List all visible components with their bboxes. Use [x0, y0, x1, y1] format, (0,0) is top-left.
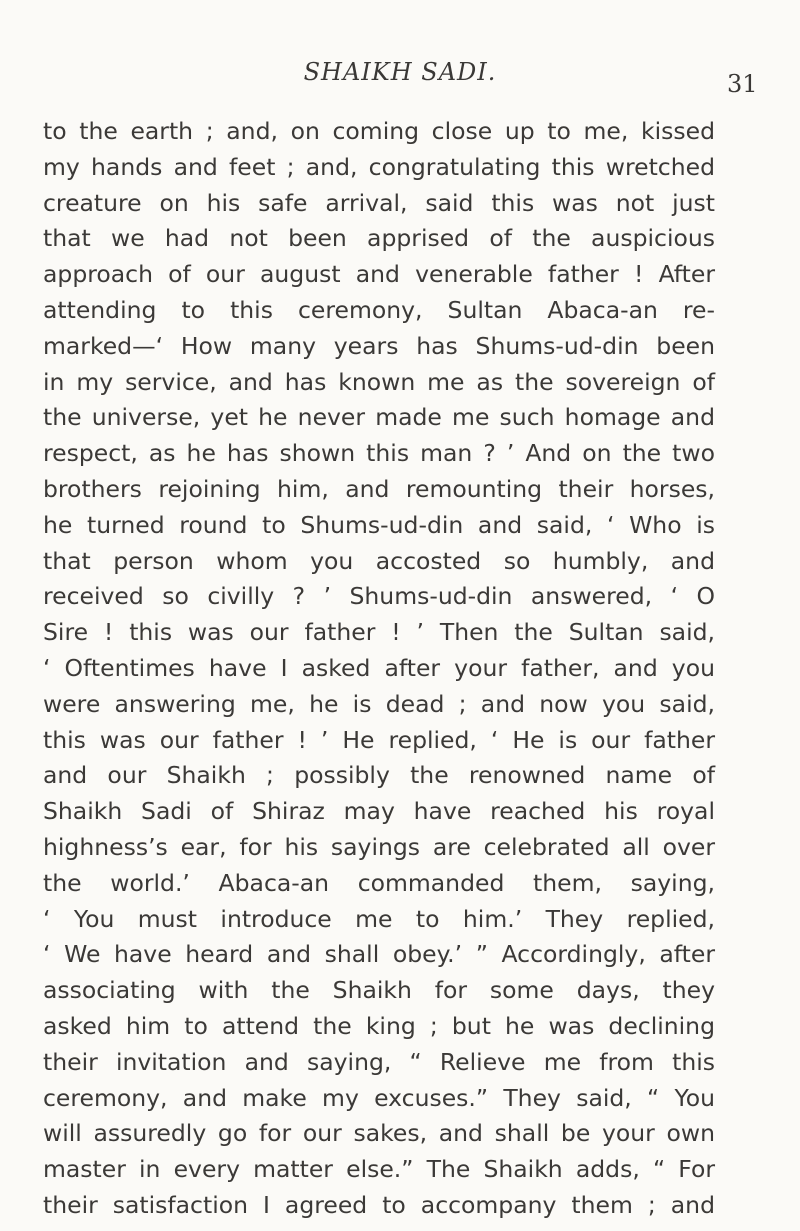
text-line: their invitation and saying, “ Relieve me from this: [43, 1047, 715, 1076]
text-line: asked him to attend the king ; but he was declining: [43, 1011, 715, 1040]
body-paragraph: [43, 114, 715, 1224]
text-line: will assuredly go for our sakes, and shall be your own: [43, 1119, 715, 1148]
text-line: Shaikh Sadi of Shiraz may have reached his royal: [43, 797, 715, 826]
text-line: ‘ Oftentimes have I asked after your father, and you: [43, 653, 715, 682]
text-line: and our Shaikh ; possibly the renowned name of: [43, 761, 715, 790]
text-line: ‘ We have heard and shall obey.’ ” Accordingly, after: [43, 940, 715, 969]
text-line: respect, as he has shown this man ? ’ And on the two: [43, 439, 715, 468]
text-line: received so civilly ? ’ Shums-ud-din answered, ‘ O: [43, 582, 715, 611]
text-line: approach of our august and venerable father ! After: [43, 260, 715, 289]
text-line: this was our father ! ’ He replied, ‘ He is our father: [43, 725, 715, 754]
text-line: attending to this ceremony, Sultan Abaca-an re-: [43, 295, 715, 324]
text-line: that person whom you accosted so humbly, and: [43, 546, 715, 575]
text-line: ‘ You must introduce me to him.’ They replied,: [43, 904, 715, 933]
text-line: to the earth ; and, on coming close up to me, kissed: [43, 117, 715, 145]
page-number: 31: [727, 70, 758, 98]
text-line: associating with the Shaikh for some days, they: [43, 976, 715, 1005]
text-line: creature on his safe arrival, said this was not just: [43, 188, 715, 217]
text-line: their satisfaction I agreed to accompany them ; and: [43, 1190, 715, 1219]
text-line: the universe, yet he never made me such homage and: [43, 403, 715, 432]
text-line: Sire ! this was our father ! ’ Then the Sultan said,: [43, 618, 715, 647]
text-line: ceremony, and make my excuses.” They said, “ You: [43, 1083, 715, 1112]
text-line: in my service, and has known me as the sovereign of: [43, 367, 715, 396]
text-line: highness’s ear, for his sayings are celebrated all over: [43, 832, 715, 861]
text-line: brothers rejoining him, and remounting their horses,: [43, 474, 715, 503]
text-line: were answering me, he is dead ; and now you said,: [43, 689, 715, 718]
text-line: the world.’ Abaca-an commanded them, saying,: [43, 868, 715, 897]
running-title: SHAIKH SADI.: [303, 58, 497, 86]
text-line: my hands and feet ; and, congratulating this wretched: [43, 152, 715, 181]
text-line: marked—‘ How many years has Shums-ud-din been: [43, 331, 715, 360]
text-line: master in every matter else.” The Shaikh adds, “ For: [43, 1155, 715, 1184]
text-line: that we had not been apprised of the auspicious: [43, 224, 715, 253]
text-line: he turned round to Shums-ud-din and said, ‘ Who is: [43, 510, 715, 539]
